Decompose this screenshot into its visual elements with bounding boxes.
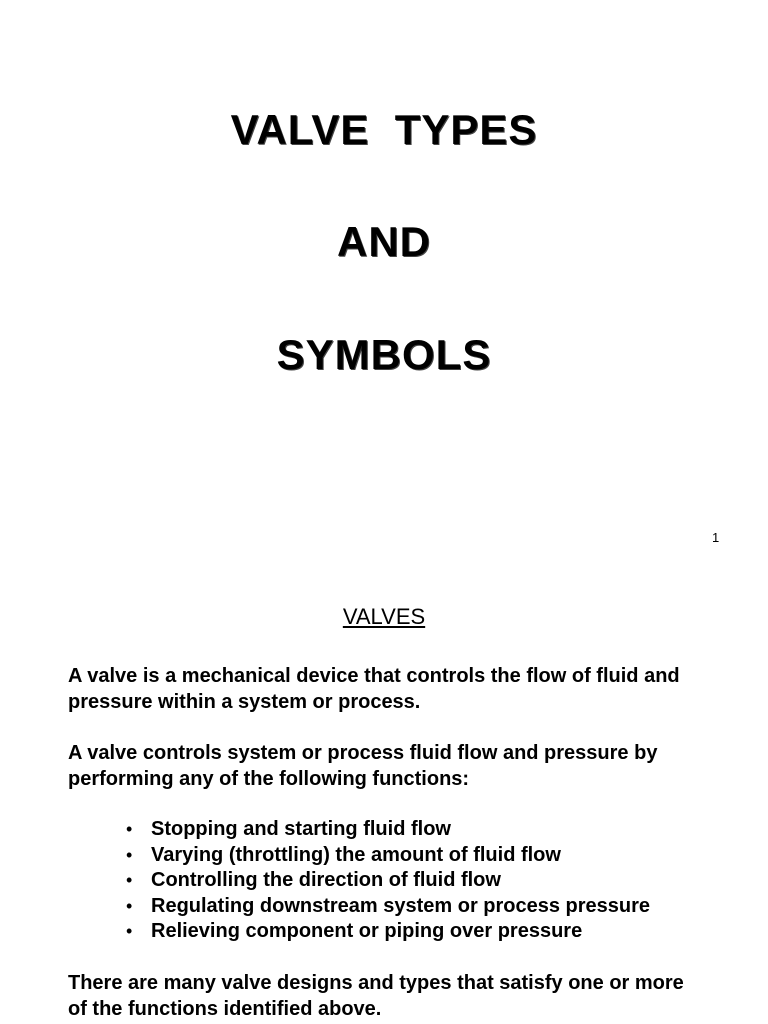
- list-item: [126, 843, 650, 869]
- section-heading: VALVES: [342, 604, 426, 629]
- bullet-icon: •: [126, 844, 133, 865]
- bullet-icon: •: [126, 819, 133, 839]
- list-item-text: Controlling the direction of fluid flow: [151, 869, 501, 891]
- page-number: 1: [712, 530, 720, 545]
- list-item-text: Varying (throttling) the amount of fluid flow: [151, 843, 561, 866]
- title-line-3: SYMBOLS: [276, 331, 492, 378]
- bullet-icon: •: [126, 895, 133, 916]
- paragraph-functions-intro: A valve controls system or process fluid flow and pressure by performing any of the following functions:: [68, 742, 658, 790]
- list-item: [126, 868, 650, 894]
- bullet-icon: •: [126, 870, 133, 890]
- list-item: [126, 817, 650, 843]
- paragraph-definition: A valve is a mechanical device that controls the flow of fluid and pressure within a system or process.: [68, 665, 680, 713]
- list-item: [126, 919, 650, 945]
- list-item-text: Stopping and starting fluid flow: [151, 818, 451, 840]
- title-line-2: AND: [337, 218, 431, 265]
- list-item-text: Regulating downstream system or process pressure: [151, 894, 651, 917]
- paragraph-designs: There are many valve designs and types that satisfy one or more of the functions identified above.: [68, 972, 684, 1020]
- title-line-1: VALVE TYPES: [230, 106, 538, 153]
- list-item: [126, 894, 650, 920]
- slide-2: [0, 560, 768, 1024]
- bullet-icon: •: [126, 921, 133, 941]
- list-item-text: Relieving component or piping over pressure: [151, 920, 583, 942]
- function-list: [126, 817, 650, 945]
